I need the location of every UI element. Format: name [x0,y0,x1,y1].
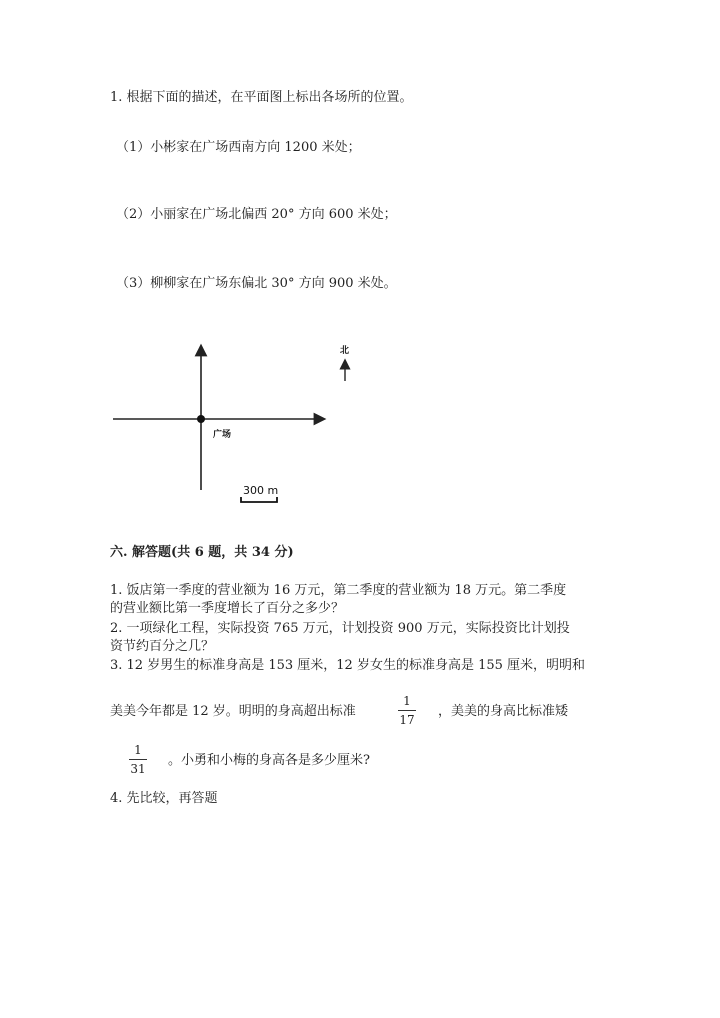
fraction-denominator: 31 [130,762,146,776]
fraction-denominator: 17 [399,713,415,727]
problem-item-3: （3）柳柳家在广场东偏北 30° 方向 900 米处。 [116,276,397,291]
problem-item-1: （1）小彬家在广场西南方向 1200 米处； [116,140,361,155]
plaza-label: 广场 [213,430,232,440]
section-heading: 六. 解答题(共 6 题，共 34 分) [110,545,294,560]
fraction-one-thirty-first [127,743,149,776]
question-2-line-2: 资节约百分之几？ [110,639,215,654]
fraction-bar [398,710,416,711]
question-3-line-2a: 美美今年都是 12 岁。明明的身高超出标准 [110,704,356,719]
problem-title: 1. 根据下面的描述，在平面图上标出各场所的位置。 [110,90,413,105]
problem-item-2: （2）小丽家在广场北偏西 20° 方向 600 米处； [116,207,397,222]
plaza-point [197,415,205,423]
fraction-numerator: 1 [403,694,411,708]
question-3-line-1: 3. 12 岁男生的标准身高是 153 厘米，12 岁女生的标准身高是 155 厘米，明明和 [110,658,586,673]
north-label: 北 [340,346,350,356]
question-1-line-1: 1. 饭店第一季度的营业额为 16 万元，第二季度的营业额为 18 万元。第二季度 [110,583,567,598]
question-1-line-2: 的营业额比第一季度增长了百分之多少？ [110,601,345,616]
question-3-line-2b: ，美美的身高比标准矮 [438,704,569,719]
question-2-line-1: 2. 一项绿化工程，实际投资 765 万元，计划投资 900 万元，实际投资比计划投 [110,621,570,636]
scale-bar [241,497,277,502]
fraction-bar [129,759,147,760]
question-3-line-3: 。小勇和小梅的身高各是多少厘米? [168,753,370,768]
question-4: 4. 先比较，再答题 [110,791,218,806]
fraction-one-seventeenth [396,694,418,727]
fraction-numerator: 1 [134,743,142,757]
scale-label: 300 m [243,484,279,497]
